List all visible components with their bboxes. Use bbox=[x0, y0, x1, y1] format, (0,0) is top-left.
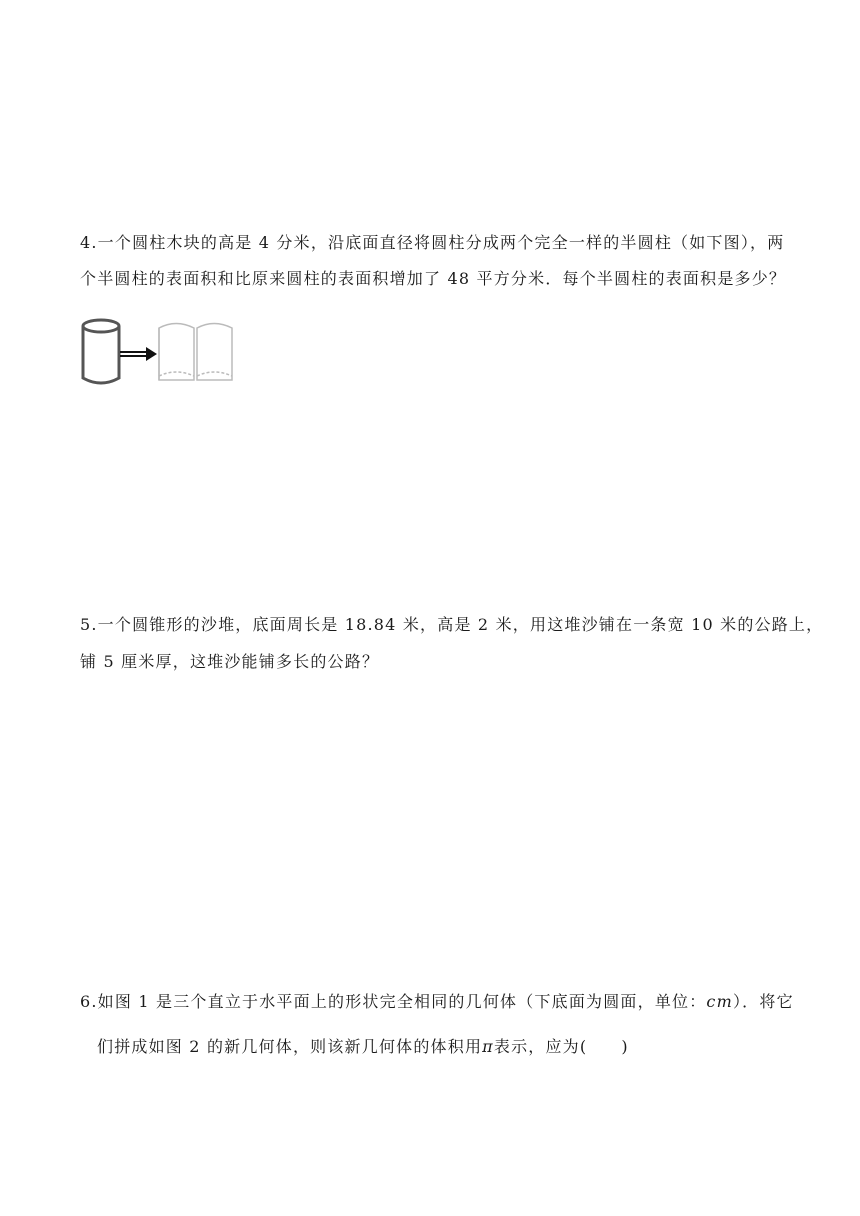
question-6-line-1 bbox=[80, 992, 794, 1012]
question-6-text-a: 6.如图 1 是三个直立于水平面上的形状完全相同的几何体（下底面为圆面，单位： bbox=[80, 992, 707, 1011]
question-5-line-1: 5.一个圆锥形的沙堆，底面周长是 18.84 米，高是 2 米，用这堆沙铺在一条宽 10 米的公路上， bbox=[80, 615, 824, 634]
question-6-text-b: ）．将它 bbox=[732, 992, 794, 1011]
question-4-line-1: 4.一个圆柱木块的高是 4 分米，沿底面直径将圆柱分成两个完全一样的半圆柱（如下图），两 bbox=[80, 233, 785, 252]
arrow-right-icon bbox=[120, 347, 157, 361]
unit-cm: cm bbox=[706, 992, 733, 1011]
question-6-text-d: 表示，应为( bbox=[493, 1037, 588, 1056]
half-cylinders-icon bbox=[159, 324, 232, 381]
question-5-line-2: 铺 5 厘米厚，这堆沙能铺多长的公路？ bbox=[80, 652, 380, 671]
question-6-text-e: ) bbox=[621, 1037, 629, 1056]
question-6-line-2 bbox=[97, 1037, 629, 1057]
cylinder-icon bbox=[83, 320, 119, 383]
question-6-text-c: 们拼成如图 2 的新几何体，则该新几何体的体积用 bbox=[97, 1037, 483, 1056]
question-4-line-2: 个半圆柱的表面积和比原来圆柱的表面积增加了 48 平方分米．每个半圆柱的表面积是多少？ bbox=[80, 269, 787, 288]
cylinder-split-figure bbox=[78, 316, 248, 390]
pi-symbol: π bbox=[482, 1037, 494, 1056]
